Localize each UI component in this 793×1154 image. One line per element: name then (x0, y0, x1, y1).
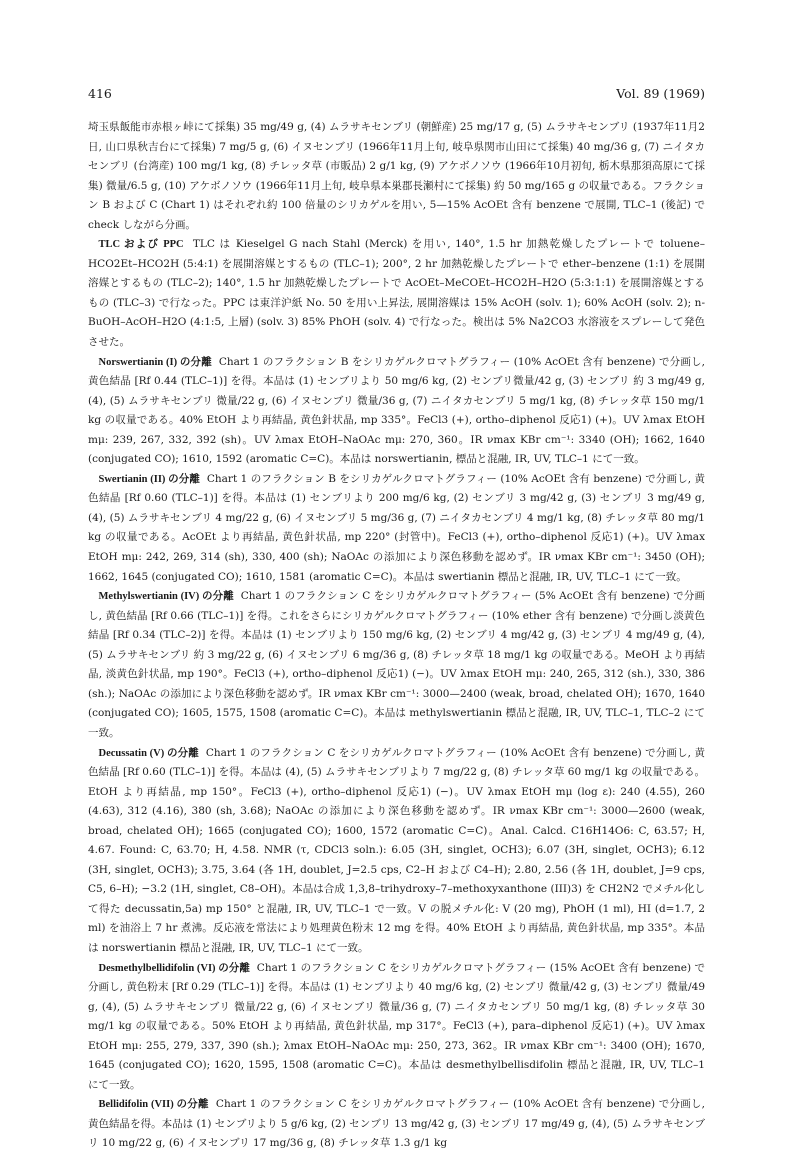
body-text (88, 118, 705, 1154)
paragraph-methylswertianin (88, 587, 705, 743)
paragraph-text: 埼玉県飯能市赤根ヶ峠にて採集) 35 mg/49 g, (4) ムラサキセンブリ (朝鮮産) 25 mg/17 g, (5) ムラサキセンブリ (1937年11月2日, 山口県秋吉台にて採集) 7 mg/5 g, (6) イヌセンブリ (1966年11月上旬, 岐阜県関市山田にて採集) 40 mg/36 g, (7) ニイタカセンブリ (台湾産) 100 mg/1 kg, (8) チレッタ草 (市販品) 2 g/1 kg, (9) アケボノソウ (1966年10月初旬, 栃木県那須高原にて採集) 微量/6.5 g, (10) アケボノソウ (1966年11月上旬, 岐阜県本巣郡長瀬村にて採集) 約 50 mg/165 g の収量である。フラクション B および C (Chart 1) はそれぞれ約 100 倍量のシリカゲルを用い, 5—15% AcOEt 含有 benzene で展開, TLC–1 (後記) で check しながら分画。 (88, 121, 705, 231)
paragraph-swertianin (88, 470, 705, 587)
paragraph-tlc-ppc (88, 235, 705, 352)
paragraph-text: Chart 1 のフラクション B をシリカゲルクロマトグラフィー (10% AcOEt 含有 benzene) で分画し, 黄色結晶 [Rf 0.60 (TLC–1)] を得。本品は (1) センブリより 200 mg/6 kg, (2) センブリ 3 mg/42 g, (3) センブリ 3 mg/49 g, (4), (5) ムラサキセンブリ 4 mg/22 g, (6) イヌセンブリ 5 mg/36 g, (7) ニイタカセンブリ 4 mg/1 kg, (8) チレッタ草 80 mg/1 kg の収量である。AcOEt より再結晶, 黄色針状晶, mp 220° (封管中)。FeCl3 (+), ortho–diphenol 反応1) (+)。UV λmax EtOH mμ: 242, 269, 314 (sh), 330, 400 (sh); NaOAc の添加により深色移動を認めず。IR νmax KBr cm⁻¹: 3450 (OH); 1662, 1645 (conjugated CO); 1610, 1581 (aromatic C=C)。本品は swertianin 標品と混融, IR, UV, TLC–1 にて一致。 (88, 472, 706, 583)
paragraph-text: Chart 1 のフラクション C をシリカゲルクロマトグラフィー (5% AcOEt 含有 benzene) で分画し, 黄色結晶 [Rf 0.66 (TLC–1)] を得。これをさらにシリカゲルクロマトグラフィー (10% ether 含有 benzene) で分画し淡黄色結晶 [Rf 0.34 (TLC–2)] を得。本品は (1) センブリより 150 mg/6 kg, (2) センブリ 4 mg/42 g, (3) センブリ 4 mg/49 g, (4), (5) ムラサキセンブリ 約 3 mg/22 g, (6) イヌセンブリ 6 mg/36 g, (8) チレッタ草 18 mg/1 kg の収量である。MeOH より再結晶, 淡黄色針状晶, mp 190°。FeCl3 (+), ortho–diphenol 反応1) (−)。UV λmax EtOH mμ: 240, 265, 312 (sh.), 330, 386 (sh.); NaOAc の添加により深色移動を認めず。IR νmax KBr cm⁻¹: 3000—2400 (weak, broad, chelated OH); 1670, 1640 (conjugated CO); 1605, 1575, 1508 (aromatic C=C)。本品は methylswertianin 標品と混融, IR, UV, TLC–1, TLC–2 にて一致。 (88, 590, 705, 739)
paragraph-decussatin (88, 744, 705, 959)
section-heading: Desmethylbellidifolin (VI) の分離 (98, 962, 250, 974)
paragraph-text: TLC は Kieselgel G nach Stahl (Merck) を用い, 140°, 1.5 hr 加熱乾燥したプレートで toluene–HCO2Et–HCO2H (5:4:1) を展開溶媒とするもの (TLC–1); 200°, 2 hr 加熱乾燥したプレートで ether–benzene (1:1) を展開溶媒とするもの (TLC–2); 140°, 1.5 hr 加熱乾燥したプレートで AcOEt–MeCOEt–HCO2H–H2O (5:3:1:1) を展開溶媒とするもの (TLC–3) で行なった。PPC は東洋沪紙 No. 50 を用い上昇法, 展開溶媒は 15% AcOH (solv. 1); 60% AcOH (solv. 2); n-BuOH–AcOH–H2O (4:1:5, 上層) (solv. 3) 85% PhOH (solv. 4) で行なった。検出は 5% Na2CO3 水溶液をスプレーして発色させた。 (88, 238, 705, 349)
journal-volume: Vol. 89 (1969) (616, 86, 705, 101)
paragraph-text: Chart 1 のフラクション B をシリカゲルクロマトグラフィー (10% AcOEt 含有 benzene) で分画し, 黄色結晶 [Rf 0.44 (TLC–1)] を得。本品は (1) センブリより 50 mg/6 kg, (2) センブリ微量/42 g, (3) センブリ 約 3 mg/49 g, (4), (5) ムラサキセンブリ 微量/22 g, (6) イヌセンブリ 微量/36 g, (7) ニイタカセンブリ 5 mg/1 kg, (8) チレッタ草 150 mg/1 kg の収量である。40% EtOH より再結晶, 黄色針状晶, mp 335°。FeCl3 (+), ortho–diphenol 反応1) (+)。UV λmax EtOH mμ: 239, 267, 332, 392 (sh)。UV λmax EtOH–NaOAc mμ: 270, 360。IR νmax KBr cm⁻¹: 3340 (OH); 1662, 1640 (conjugated CO); 1610, 1592 (aromatic C=C)。本品は norswertianin, 標品と混融, IR, UV, TLC–1 にて一致。 (88, 355, 705, 466)
section-heading: TLC および PPC (98, 239, 184, 251)
section-heading: Norswertianin (I) の分離 (98, 356, 212, 368)
section-heading: Swertianin (II) の分離 (98, 473, 200, 485)
paragraph-norswertianin (88, 353, 705, 470)
paragraph-text: Chart 1 のフラクション C をシリカゲルクロマトグラフィー (15% AcOEt 含有 benzene) で分画し, 黄色粉末 [Rf 0.29 (TLC–1)] を得。本品は (1) センブリより 40 mg/6 kg, (2) センブリ 微量/42 g, (3) センブリ 微量/49 g, (4), (5) ムラサキセンブリ 微量/22 g, (6) イヌセンブリ 微量/36 g, (7) ニイタカセンブリ 50 mg/1 kg, (8) チレッタ草 30 mg/1 kg の収量である。50% EtOH より再結晶, 黄色針状晶, mp 317°。FeCl3 (+), para–diphenol 反応1) (+)。UV λmax EtOH mμ: 255, 279, 337, 390 (sh.); λmax EtOH–NaOAc mμ: 250, 273, 362。IR νmax KBr cm⁻¹: 3400 (OH); 1670, 1645 (conjugated CO); 1620, 1595, 1508 (aromatic C=C)。本品は desmethylbellisdifolin 標品と混融, IR, UV, TLC–1 にて一致。 (88, 961, 705, 1091)
paragraph-bellidifolin (88, 1095, 705, 1154)
paragraph-text: Chart 1 のフラクション C をシリカゲルクロマトグラフィー (10% AcOEt 含有 benzene) で分画し, 黄色結晶 [Rf 0.60 (TLC–1)] を得。本品は (4), (5) ムラサキセンブリより 7 mg/22 g, (8) チレッタ草 60 mg/1 kg の収量である。EtOH より再結晶, mp 150°。FeCl3 (+), ortho–diphenol 反応1) (−)。UV λmax EtOH mμ (log ε): 240 (4.55), 260 (4.63), 312 (4.16), 380 (sh, 3.68); NaOAc の添加により深色移動を認めず。IR νmax KBr cm⁻¹: 3000—2600 (weak, broad, chelated OH); 1665 (conjugated CO); 1600, 1572 (aromatic C=C)。Anal. Calcd. C16H14O6: C, 63.57; H, 4.67. Found: C, 63.70; H, 4.58. NMR (τ, CDCl3 soln.): 6.05 (3H, singlet, OCH3); 6.07 (3H, singlet, OCH3); 6.12 (3H, singlet, OCH3); 3.75, 3.64 (各 1H, doublet, J=2.5 cps, C2–H および C4–H); 2.80, 2.56 (各 1H, doublet, J=9 cps, C5, 6–H); −3.2 (1H, singlet, C8–OH)。本品は合成 1,3,8–trihydroxy–7–methoxyxanthone (III)3) を CH2N2 でメチル化して得た decussatin,5a) mp 150° と混融, IR, UV, TLC–1 で一致。V の脱メチル化: V (20 mg), PhOH (1 ml), HI (d=1.7, 2 ml) を油浴上 7 hr 煮沸。反応液を常法により処理黄色粉末 12 mg を得。40% EtOH より再結晶, 黄色針状晶, mp 335°。本品は norswertianin 標品と混融, IR, UV, TLC–1 にて一致。 (88, 746, 705, 954)
section-heading: Bellidifolin (VII) の分離 (98, 1099, 209, 1111)
section-heading: Decussatin (V) の分離 (98, 747, 199, 759)
paragraph-desmethylbellidifolin (88, 959, 705, 1096)
running-header (88, 86, 705, 102)
page-number: 416 (88, 86, 112, 101)
section-heading: Methylswertianin (IV) の分離 (98, 591, 234, 603)
paragraph-continuation (88, 118, 705, 235)
paragraph-text: Chart 1 のフラクション C をシリカゲルクロマトグラフィー (10% AcOEt 含有 benzene) で分画し, 黄色結晶を得。本品は (1) センブリより 5 g/6 kg, (2) センブリ 13 mg/42 g, (3) センブリ 17 mg/49 g, (4), (5) ムラサキセンブリ 10 mg/22 g, (6) イヌセンブリ 17 mg/36 g, (8) チレッタ草 1.3 g/1 kg (88, 1098, 705, 1150)
